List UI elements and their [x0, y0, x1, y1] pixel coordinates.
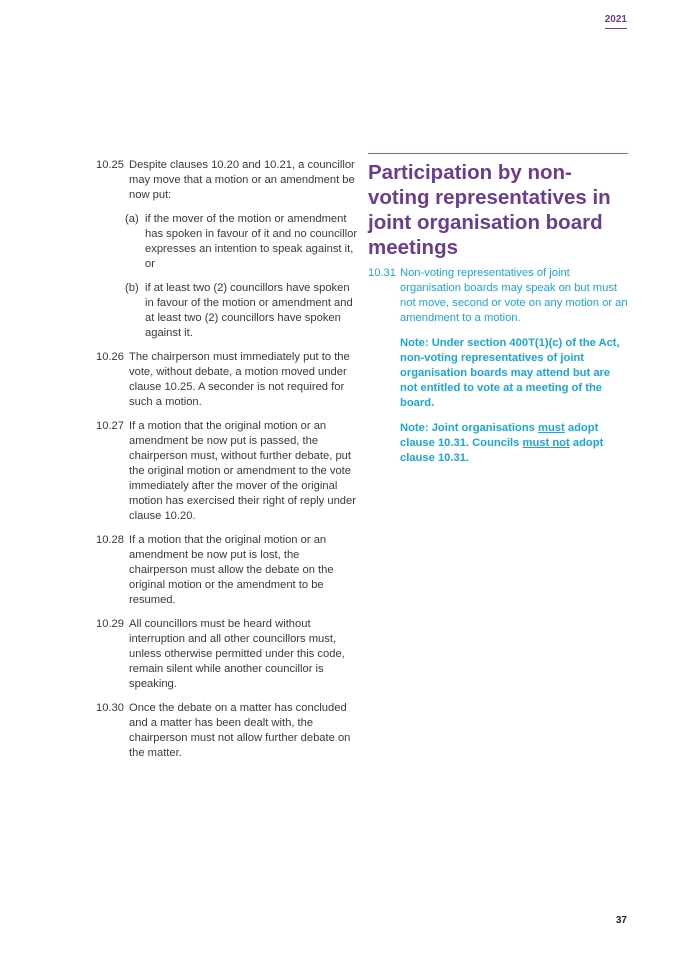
- clause-number: 10.28: [96, 534, 124, 546]
- clause-number: 10.29: [96, 618, 124, 630]
- clause-10-25: [96, 158, 358, 341]
- clause-10-29: [96, 617, 358, 692]
- note-section-400t: Note: Under section 400T(1)(c) of the Act, non-voting representatives of joint organisation boards may attend but are not entitled to vote at a meeting of the board.: [400, 337, 620, 409]
- clause-text: Once the debate on a matter has concluded and a matter has been dealt with, the chairperson must not allow further debate on the matter.: [129, 702, 351, 759]
- clause-text: Despite clauses 10.20 and 10.21, a councillor may move that a motion or an amendment be now put:: [129, 159, 355, 201]
- clause-10-28: [96, 533, 358, 608]
- page-number: 37: [615, 915, 627, 926]
- subclause-b: [125, 281, 358, 341]
- clause-10-31: [368, 266, 628, 326]
- subclause-text: if at least two (2) councillors have spoken in favour of the motion or amendment and at least two (2) councillors have spoken against it.: [145, 282, 353, 339]
- note-text: adopt clause 10.31. Councils: [400, 422, 599, 449]
- clause-10-30: [96, 701, 358, 761]
- clause-10-27: [96, 419, 358, 524]
- clause-text: If a motion that the original motion or an amendment be now put is passed, the chairperson must, without further debate, put the original motion or amendment to the vote immediately after the mover of the original motion has exercised their right of reply under clause 10.20.: [129, 420, 356, 522]
- left-column: [96, 158, 358, 770]
- note-emphasis-must-not: must not: [522, 437, 570, 449]
- subclause-text: if the mover of the motion or amendment has spoken in favour of it and no councillor expresses an intention to speak against it, or: [145, 213, 358, 270]
- clause-number: 10.25: [96, 159, 124, 171]
- clause-text: All councillors must be heard without interruption and all other councillors must, unless otherwise permitted under this code, remain silent while another councillor is speaking.: [129, 618, 345, 690]
- clause-text: The chairperson must immediately put to the vote, without debate, a motion moved under clause 10.25. A seconder is not required for such a motion.: [129, 351, 350, 408]
- clause-10-26: [96, 350, 358, 410]
- right-column: [368, 153, 628, 466]
- section-heading: Participation by non-voting representatives in joint organisation board meetings: [368, 161, 611, 259]
- clause-text: Non-voting representatives of joint organisation boards may speak on but must not move, second or vote on any motion or an amendment to a motion.: [400, 267, 628, 324]
- clause-text: If a motion that the original motion or an amendment be now put is lost, the chairperson must allow the debate on the original motion or the amendment to be resumed.: [129, 534, 334, 606]
- subclause-number: (a): [125, 213, 139, 225]
- note-emphasis-must: must: [538, 422, 565, 434]
- clause-number: 10.27: [96, 420, 124, 432]
- subclause-number: (b): [125, 282, 139, 294]
- note-adoption: [400, 421, 628, 466]
- clause-number: 10.30: [96, 702, 124, 714]
- subclause-a: [125, 212, 358, 272]
- note-text: adopt clause 10.31.: [400, 437, 604, 464]
- document-year: 2021: [605, 14, 627, 29]
- note-text: Note: Joint organisations: [400, 422, 538, 434]
- clause-number: 10.31: [368, 267, 396, 279]
- section-divider: [368, 153, 628, 154]
- clause-number: 10.26: [96, 351, 124, 363]
